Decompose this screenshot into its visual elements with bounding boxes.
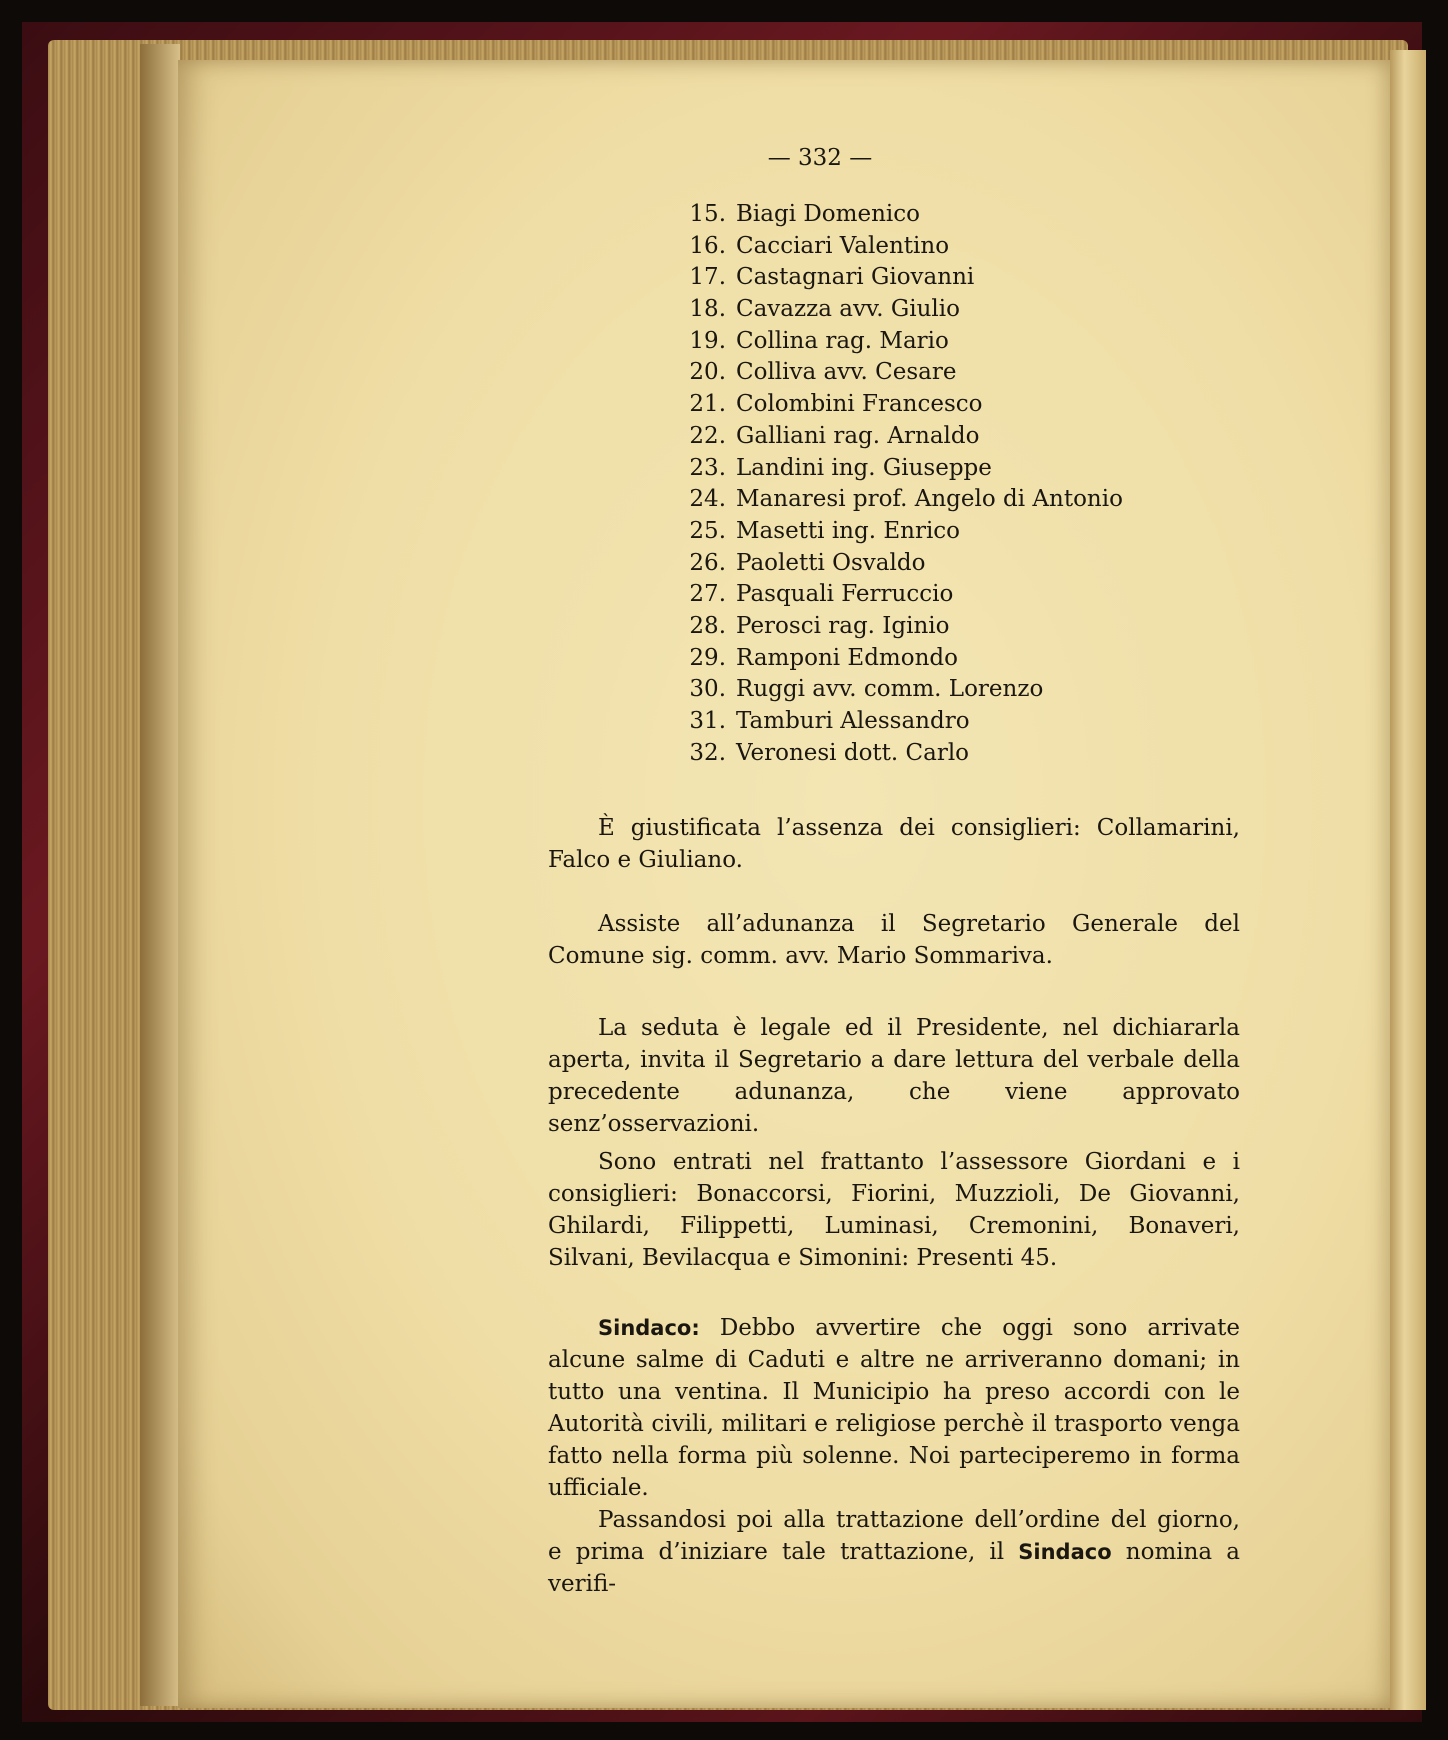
list-item-name: Landini ing. Giuseppe <box>736 454 992 481</box>
list-item-name: Ramponi Edmondo <box>736 644 958 671</box>
list-item-number: 31. <box>689 708 726 734</box>
statement-text: Debbo avvertire che oggi sono arrivate alcune salme di Caduti e altre ne arriveranno domani; in tutto una ventina. Il Municipio ha preso accordi con le Autorità civili, militari e religiose perchè il trasporto venga fatto nella forma più solenne. Noi parteciperemo in forma ufficiale. <box>548 1315 1240 1501</box>
paragraph-attendance: Sono entrati nel frattanto l’assessore Giordani e i consiglieri: Bonaccorsi, Fiorini, Muzzioli, De Giovanni, Ghilardi, Filippetti, Luminasi, Cremonini, Bonaveri, Silvani, Bevilacqua e Simonini: Presenti 45. <box>548 1149 1240 1271</box>
list-item <box>682 611 1123 643</box>
list-item-number: 16. <box>689 232 726 259</box>
page-number: — 332 — <box>767 145 873 171</box>
list-item <box>682 262 1123 294</box>
list-item-name: Veronesi dott. Carlo <box>736 739 970 766</box>
member-list <box>682 199 1123 769</box>
list-item-number: 23. <box>689 454 726 481</box>
list-item-number: 26. <box>689 549 726 576</box>
list-item <box>682 516 1123 548</box>
facing-page-edge <box>1390 50 1426 1710</box>
list-item-name: Pasquali Ferruccio <box>736 581 954 608</box>
list-item-number: 17. <box>689 264 726 291</box>
list-item-number: 20. <box>689 359 726 386</box>
list-item-number: 25. <box>689 517 726 544</box>
paragraph-session-opening: La seduta è legale ed il Presidente, nel dichiararla aperta, invita il Segretario a dare lettura del verbale della precedente adunanza, che viene approvato senz’osservazioni. <box>548 1015 1240 1137</box>
list-item <box>682 548 1123 580</box>
list-item-number: 27. <box>689 581 726 608</box>
list-item <box>682 199 1123 231</box>
list-item-name: Biagi Domenico <box>736 201 920 227</box>
speaker-label: Sindaco <box>1018 1540 1112 1564</box>
list-item <box>682 738 1123 770</box>
list-item <box>682 453 1123 485</box>
list-item-name: Tamburi Alessandro <box>736 708 970 734</box>
list-item <box>682 674 1123 706</box>
list-item <box>682 484 1123 516</box>
list-item-name: Perosci rag. Iginio <box>736 612 950 639</box>
paragraph-secretary: Assiste all’adunanza il Segretario Generale del Comune sig. comm. avv. Mario Sommariva. <box>548 911 1240 969</box>
list-item-number: 32. <box>689 739 726 766</box>
list-item-name: Manaresi prof. Angelo di Antonio <box>736 486 1123 513</box>
spine-shadow <box>140 44 180 1706</box>
list-item-name: Collina rag. Mario <box>736 327 949 354</box>
list-item-number: 28. <box>689 612 726 639</box>
list-item <box>682 326 1123 358</box>
list-item-name: Colombini Francesco <box>736 391 983 418</box>
list-item-number: 30. <box>689 676 726 703</box>
list-item-name: Ruggi avv. comm. Lorenzo <box>736 676 1044 703</box>
paragraph-order-of-day <box>548 1504 1240 1600</box>
list-item-number: 29. <box>689 644 726 671</box>
list-item <box>682 706 1123 738</box>
list-item <box>682 357 1123 389</box>
list-item-name: Cacciari Valentino <box>736 232 950 259</box>
list-item-number: 21. <box>689 391 726 418</box>
list-item-number: 22. <box>689 422 726 449</box>
list-item <box>682 231 1123 263</box>
list-item-name: Galliani rag. Arnaldo <box>736 422 980 449</box>
list-item <box>682 643 1123 675</box>
list-item-number: 19. <box>689 327 726 354</box>
list-item <box>682 294 1123 326</box>
list-item <box>682 421 1123 453</box>
list-item-name: Masetti ing. Enrico <box>736 517 961 544</box>
list-item <box>682 389 1123 421</box>
paragraph-sindaco-statement <box>548 1312 1240 1504</box>
statement-text: nomina a verifi- <box>548 1539 1240 1597</box>
list-item-number: 24. <box>689 486 726 513</box>
list-item-name: Castagnari Giovanni <box>736 264 975 291</box>
paragraph-absences: È giustificata l’assenza dei consiglieri: Collamarini, Falco e Giuliano. <box>548 815 1240 873</box>
list-item-number: 15. <box>689 201 726 227</box>
speaker-label: Sindaco: <box>598 1316 700 1340</box>
statement-text: Passandosi poi alla trattazione dell’ordine del giorno, e prima d’iniziare tale trattazione, il <box>548 1507 1240 1565</box>
list-item-name: Cavazza avv. Giulio <box>736 296 960 323</box>
list-item <box>682 579 1123 611</box>
list-item-name: Colliva avv. Cesare <box>736 359 957 386</box>
list-item-number: 18. <box>689 296 726 323</box>
list-item-name: Paoletti Osvaldo <box>736 549 926 576</box>
